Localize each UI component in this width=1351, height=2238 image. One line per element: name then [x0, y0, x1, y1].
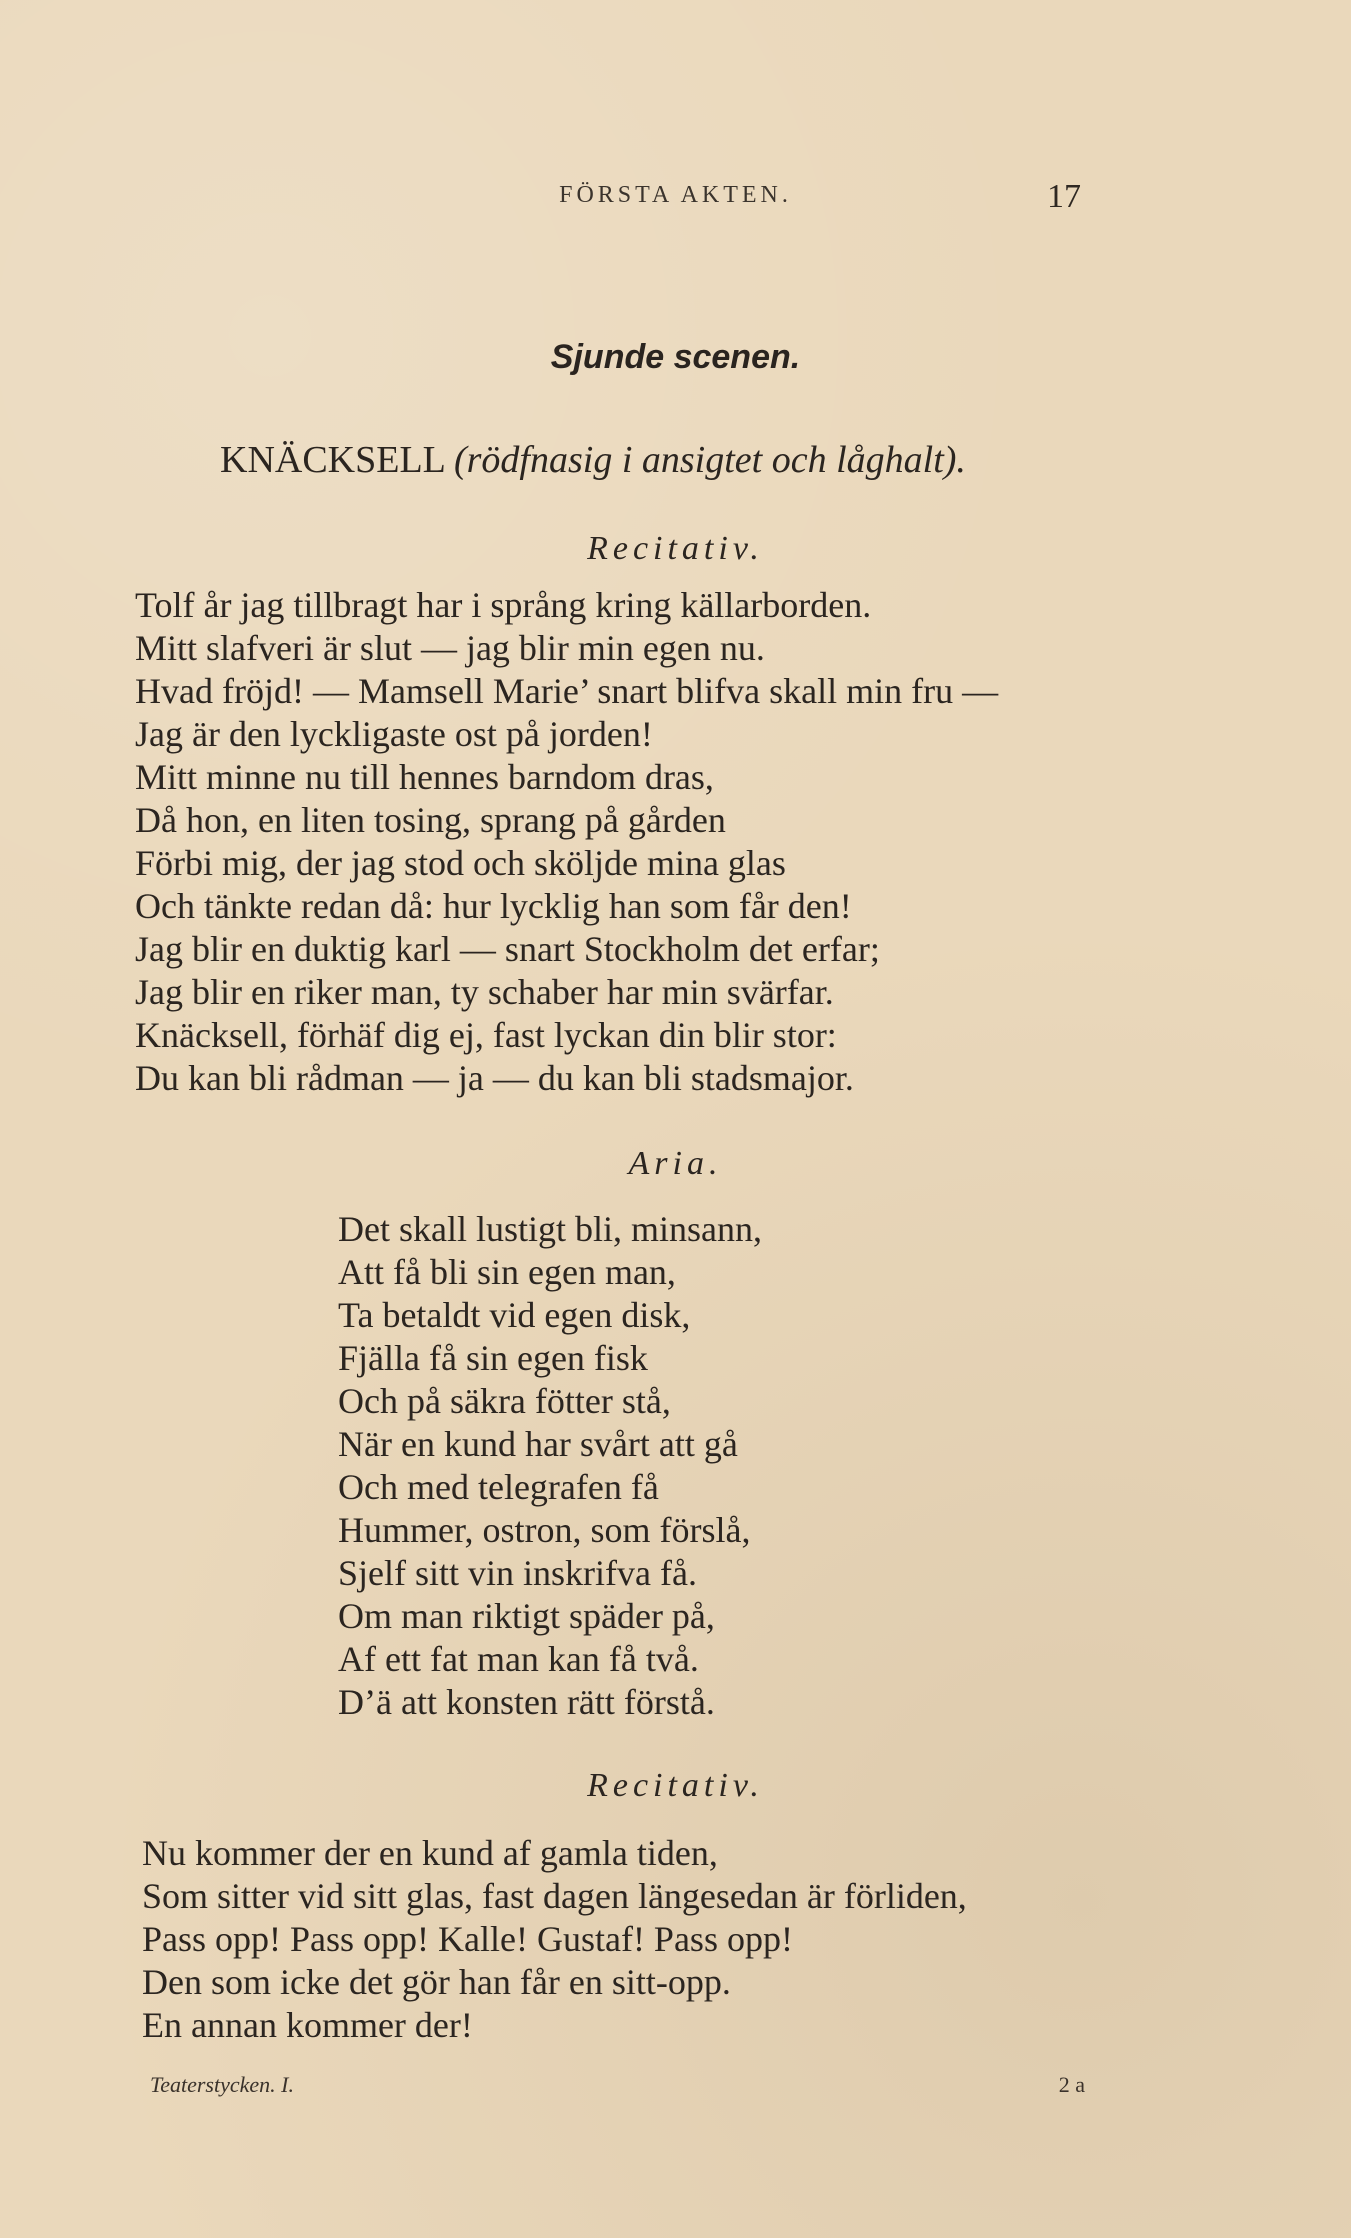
page-footer [150, 2072, 1090, 2102]
character-name: KNÄCKSELL [220, 439, 445, 481]
verse-line: Sjelf sitt vin inskrifva få. [338, 1553, 697, 1593]
aria-heading: Aria. [628, 1145, 723, 1182]
verse-line: Knäcksell, förhäf dig ej, fast lyckan din blir stor: [135, 1015, 837, 1055]
recitativ-heading-2: Recitativ. [587, 1767, 764, 1804]
character-line [220, 438, 966, 482]
verse-line: Om man riktigt späder på, [338, 1596, 715, 1636]
aria-verse [338, 1208, 762, 1724]
scene-title: Sjunde scenen. [550, 338, 801, 376]
verse-line: Den som icke det gör han får en sitt-opp. [142, 1962, 731, 2002]
verse-line: Och med telegrafen få [338, 1467, 659, 1507]
verse-line: Som sitter vid sitt glas, fast dagen längesedan är förliden, [142, 1876, 967, 1916]
recitativ-verse-2 [142, 1832, 967, 2047]
verse-line: Jag är den lyckligaste ost på jorden! [135, 714, 653, 754]
verse-line: Jag blir en duktig karl — snart Stockholm det erfar; [135, 929, 880, 969]
verse-line: Hvad fröjd! — Mamsell Marie’ snart blifva skall min fru — [135, 671, 999, 711]
verse-line: Och på säkra fötter stå, [338, 1381, 671, 1421]
verse-line: Förbi mig, der jag stod och sköljde mina glas [135, 843, 786, 883]
verse-line: Och tänkte redan då: hur lycklig han som får den! [135, 886, 852, 926]
page-number: 17 [1047, 178, 1081, 215]
verse-line: Af ett fat man kan få två. [338, 1639, 699, 1679]
verse-line: Pass opp! Pass opp! Kalle! Gustaf! Pass opp! [142, 1919, 793, 1959]
verse-line: D’ä att konsten rätt förstå. [338, 1682, 715, 1722]
recitativ-verse-1 [135, 584, 998, 1100]
book-title-footer: Teaterstycken. I. [150, 2072, 294, 2097]
running-head [0, 178, 1351, 222]
verse-line: Mitt slafveri är slut — jag blir min egen nu. [135, 628, 765, 668]
recitativ-heading-1: Recitativ. [587, 530, 764, 567]
verse-line: Då hon, en liten tosing, sprang på gården [135, 800, 726, 840]
verse-line: Att få bli sin egen man, [338, 1252, 676, 1292]
verse-line: Jag blir en riker man, ty schaber har min svärfar. [135, 972, 834, 1012]
verse-line: Nu kommer der en kund af gamla tiden, [142, 1833, 718, 1873]
verse-line: Det skall lustigt bli, minsann, [338, 1209, 762, 1249]
character-description: (rödfnasig i ansigtet och låghalt). [453, 439, 966, 481]
verse-line: Fjälla få sin egen fisk [338, 1338, 648, 1378]
verse-line: Du kan bli rådman — ja — du kan bli stadsmajor. [135, 1058, 854, 1098]
verse-line: Ta betaldt vid egen disk, [338, 1295, 691, 1335]
verse-line: En annan kommer der! [142, 2005, 473, 2045]
verse-line: Hummer, ostron, som förslå, [338, 1510, 751, 1550]
verse-line: När en kund har svårt att gå [338, 1424, 738, 1464]
signature-mark: 2 a [1058, 2072, 1085, 2097]
running-title: FÖRSTA AKTEN. [559, 182, 792, 208]
verse-line: Tolf år jag tillbragt har i språng kring källarborden. [135, 585, 872, 625]
verse-line: Mitt minne nu till hennes barndom dras, [135, 757, 714, 797]
